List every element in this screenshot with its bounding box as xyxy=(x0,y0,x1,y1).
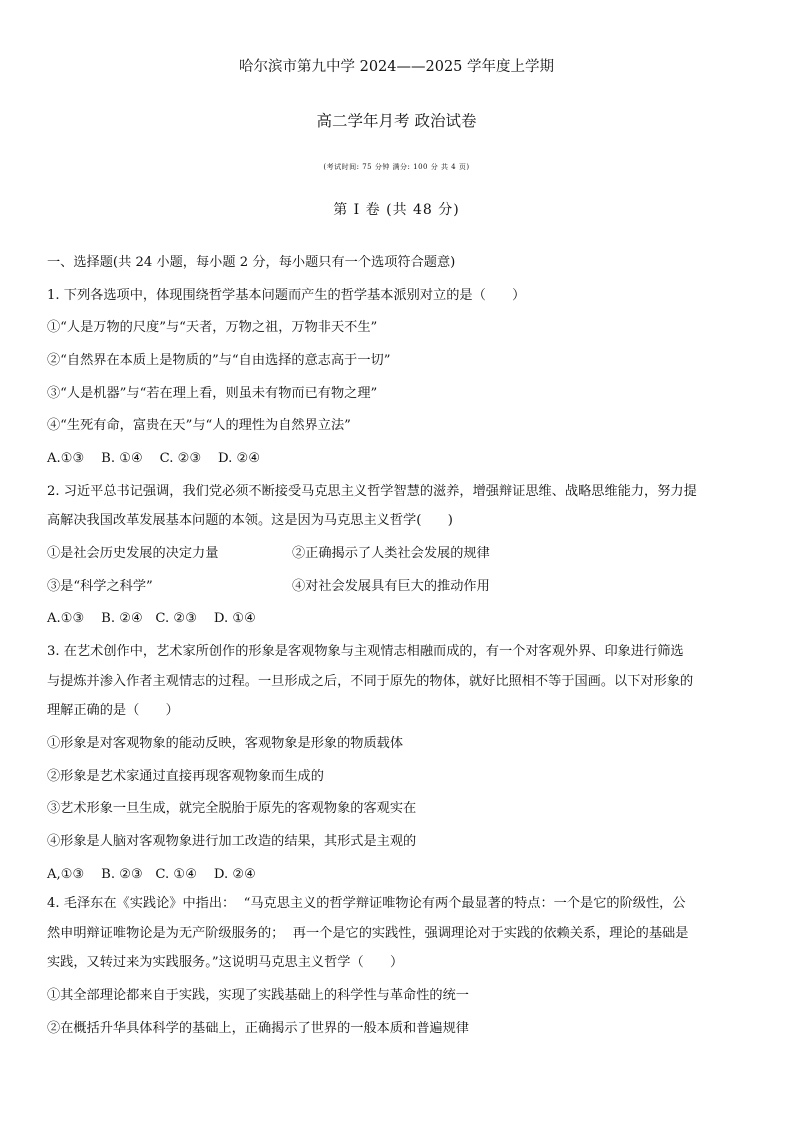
exam-info: (考试时间: 75 分钟 满分: 100 分 共 4 页) xyxy=(323,163,470,171)
school-term-title: 哈尔滨市第九中学 2024——2025 学年度上学期 xyxy=(238,59,555,75)
q4-item-1: ①其全部理论都来自于实践，实现了实践基础上的科学性与革命性的统一 xyxy=(47,988,469,1004)
instructions: 一、选择题(共 24 小题，每小题 2 分，每小题只有一个选项符合题意) xyxy=(47,255,456,270)
q1-item-3: ③“人是机器”与“若在理上看，则虽未有物而已有物之理” xyxy=(47,385,378,401)
q2-item-2: ②正确揭示了人类社会发展的规律 xyxy=(292,546,490,562)
q3-item-2: ②形象是艺术家通过直接再现客观物象而生成的 xyxy=(47,768,324,784)
q2-stem-line-1: 2. 习近平总书记强调，我们党必须不断接受马克思主义哲学智慧的滋养，增强辩证思维、战略思维能力，努力提 xyxy=(47,483,697,499)
q2-item-4: ④对社会发展具有巨大的推动作用 xyxy=(292,578,490,594)
q2-stem-line-2: 高解决我国改革发展基本问题的本领。这是因为马克思主义哲学( ) xyxy=(47,513,453,529)
q4-stem-line-1: 4. 毛泽东在《实践论》中指出： “马克思主义的哲学辩证唯物论有两个最显著的特点：一个是它的阶级性，公 xyxy=(47,896,686,912)
q3-item-1: ①形象是对客观物象的能动反映，客观物象是形象的物质载体 xyxy=(47,736,404,752)
q2-pair-2 xyxy=(47,577,759,610)
question-body xyxy=(47,253,759,1052)
q1-item-1: ①“人是万物的尺度”与“天者，万物之祖，万物非天不生” xyxy=(47,320,378,336)
q3-stem-line-2: 与提炼并渗入作者主观情志的过程。一旦形成之后，不同于原先的物体，就好比照相不等于国画。以下对形象的 xyxy=(47,673,694,689)
q4-stem-line-3: 实践，又转过来为实践服务。”这说明马克思主义哲学（ ） xyxy=(47,955,404,971)
q2-options: A.①③ B. ②④ C. ②③ D. ①④ xyxy=(47,611,256,627)
q2-pair-1 xyxy=(47,544,759,577)
q1-options: A.①③ B. ①④ C. ②③ D. ②④ xyxy=(47,451,261,467)
q4-stem-line-2: 然申明辩证唯物论是为无产阶级服务的； 再一个是它的实践性，强调理论对于实践的依赖关系，理论的基础是 xyxy=(47,925,689,941)
q1-stem: 1. 下列各选项中，体现围绕哲学基本问题而产生的哲学基本派别对立的是（ ） xyxy=(47,287,526,303)
q1-item-4: ④“生死有命，富贵在天”与“人的理性为自然界立法” xyxy=(47,418,351,434)
q4-item-2: ②在概括升华具体科学的基础上，正确揭示了世界的一般本质和普遍规律 xyxy=(47,1020,469,1036)
q2-item-1: ①是社会历史发展的决定力量 xyxy=(47,546,219,562)
q1-item-2: ②“自然界在本质上是物质的”与“自由选择的意志高于一切” xyxy=(47,353,391,369)
section-title: 第 Ⅰ 卷 (共 48 分) xyxy=(333,202,460,218)
q3-item-4: ④形象是人脑对客观物象进行加工改造的结果，其形式是主观的 xyxy=(47,834,417,850)
q3-item-3: ③艺术形象一旦生成，就完全脱胎于原先的客观物象的客观实在 xyxy=(47,801,417,817)
q3-stem-line-1: 3. 在艺术创作中，艺术家所创作的形象是客观物象与主观情志相融而成的，有一个对客观外界、印象进行筛选 xyxy=(47,644,684,660)
exam-title: 高二学年月考 政治试卷 xyxy=(316,112,477,130)
q3-stem-line-3: 理解正确的是（ ） xyxy=(47,703,179,719)
q3-options: A,①③ B. ②③ C. ①④ D. ②④ xyxy=(47,866,256,882)
q2-item-3: ③是“科学之科学” xyxy=(47,578,153,594)
